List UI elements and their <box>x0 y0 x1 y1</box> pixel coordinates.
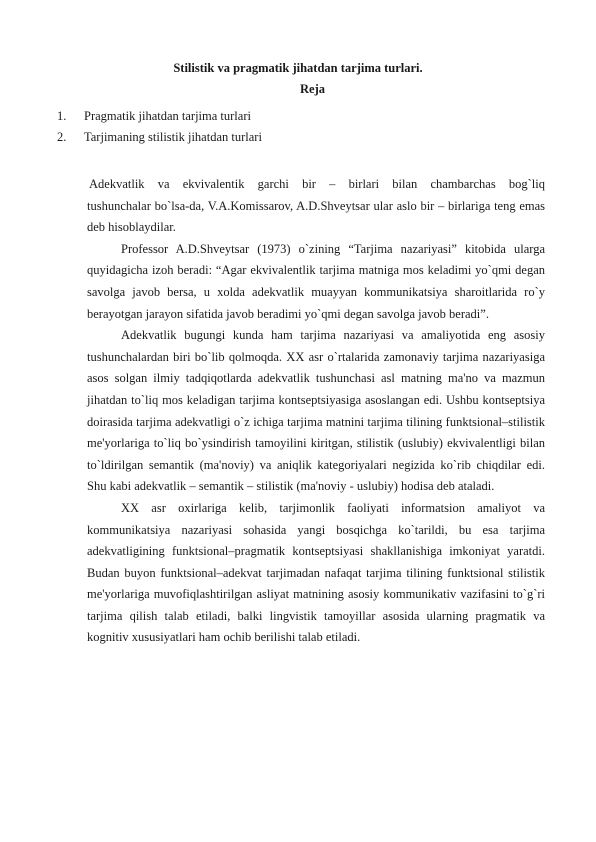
plan-item-text: Tarjimaning stilistik jihatdan turlari <box>84 130 262 144</box>
plan-item <box>57 127 262 148</box>
plan-heading: Reja <box>300 82 325 96</box>
paragraph-functional-pragmatic: XX asr oxirlariga kelib, tarjimonlik faoliyati informatsion amaliyot va kommunikatsiya nazariyasi sohasida yangi bosqichga ko`tarildi, bu esa tarjima adekvatligining funktsional–pragmatik kontseptsiyasi shakllanishiga imkoniyat yaratdi. Budan buyon funktsional–adekvat tarjimadan nafaqat tarjima tilining funktsional stilistik me'yorlariga muvofiqlashtirilgan asliyat matnining asosiy kommunikativ vazifasini to`g`ri tarjima qilish talab etiladi, balki lingvistik tamoyillar asosida ularning pragmatik va kognitiv xususiyatlari ham ochib berilishi talab etiladi. <box>87 500 545 645</box>
plan-item-number: 1. <box>57 109 67 123</box>
plan-item <box>57 106 262 127</box>
plan-item-text: Pragmatik jihatdan tarjima turlari <box>84 109 251 123</box>
plan-list <box>57 106 262 148</box>
document-title: Stilistik va pragmatik jihatdan tarjima turlari. <box>173 61 423 75</box>
plan-item-number: 2. <box>57 130 67 144</box>
paragraph-shveytsar-quote: Professor A.D.Shveytsar (1973) o`zining “Tarjima nazariyasi” kitobida ularga quyidagicha izoh beradi: “Agar ekvivalentlik tarjima matniga mos keladimi yo`qmi degan savolga javob bersa, u xolda adekvatlik muayyan kommunikatsiya sharoitlarida ro`y berayotgan jarayon sifatida javob beradimi yo`qmi degan savolga javob beradi”. <box>87 241 545 321</box>
paragraph-adequacy-today: Adekvatlik bugungi kunda ham tarjima nazariyasi va amaliyotida eng asosiy tushunchalardan biri bo`lib qolmoqda. XX asr o`rtalarida zamonaviy tarjima nazariyasiga asos solgan ilmiy tadqiqotlarda adekvatlik tushunchasi asl matning ma'no va mazmun jihatdan to`liq mos keladigan tarjima kontseptsiyasiga asoslangan edi. Ushbu kontseptsiya doirasida tarjima adekvatligi o`z ichiga tarjima matnini tarjima tilining funktsional–stilistik me'yorlariga to`liq bo`ysindirish tamoyilini kiritgan, stilistik (uslubiy) ekvivalentligi bilan to`ldirilgan semantik (ma'noviy) va aniqlik kategoriyalari negizida ko`rib chiqdilar edi. Shu kabi adekvatlik – semantik – stilistik (ma'noviy - uslubiy) hodisa deb ataladi. <box>87 328 545 494</box>
document-body <box>87 174 545 649</box>
paragraph-adequacy-intro: Adekvatlik va ekvivalentik garchi bir – birlari bilan chambarchas bog`liq tushunchalar bo`lsa-da, V.A.Komissarov, A.D.Shveytsar ular aslo bir – birlariga teng emas deb hisoblaydilar. <box>87 177 545 235</box>
